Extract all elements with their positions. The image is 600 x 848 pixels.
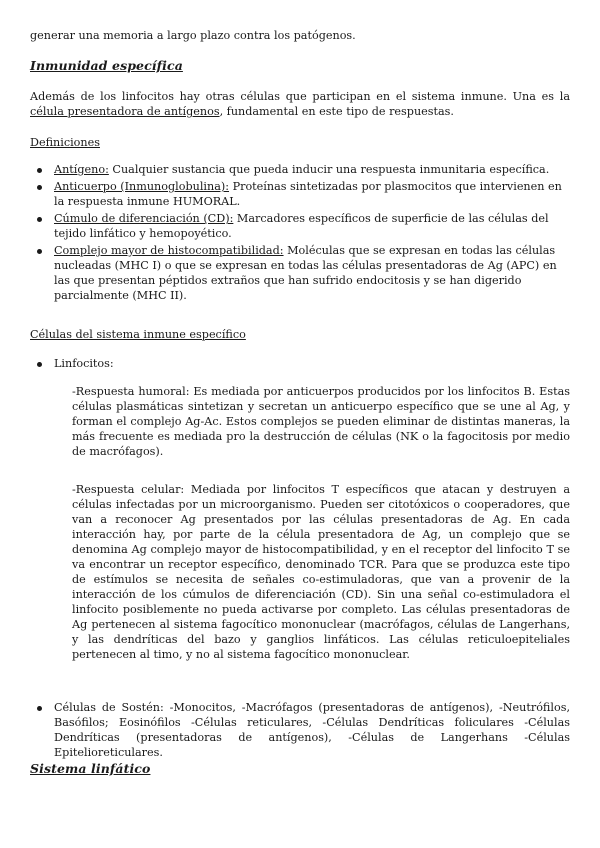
- definition-item: [30, 162, 570, 177]
- cells-list-linfocitos: [30, 356, 570, 371]
- definition-term: Cúmulo de diferenciación (CD):: [54, 212, 234, 225]
- definition-item: [30, 211, 570, 241]
- top-line: generar una memoria a largo plazo contra los patógenos.: [30, 29, 356, 42]
- section-title-linfatico: Sistema linfático: [30, 761, 151, 776]
- intro-text-before: Además de los linfocitos hay otras células que participan en el sistema inmune. Una es la: [30, 90, 570, 103]
- intro-text-after: , fundamental en este tipo de respuestas.: [219, 105, 454, 118]
- definition-term: Complejo mayor de histocompatibilidad:: [54, 244, 284, 257]
- bullet-icon: [37, 217, 42, 222]
- intro-link-apc: célula presentadora de antígenos: [30, 105, 220, 118]
- bullet-icon: [37, 706, 42, 711]
- definition-text: Proteínas sintetizadas por plasmocitos que intervienen en la respuesta inmune HUMORAL.: [54, 180, 562, 208]
- list-item-linfocitos: [30, 356, 570, 371]
- definitions-heading: Definiciones: [30, 136, 100, 149]
- definition-term: Antígeno:: [54, 163, 109, 176]
- sosten-text: Células de Sostén: -Monocitos, -Macrófagos (presentadoras de antígenos), -Neutrófilos, Basófilos; Eosinófilos -Células reticulares, -Células Dendríticas foliculares -Células Dendríticas (presentadoras de antígenos), -Células de Langerhans -Células Epitelioreticulares.: [54, 701, 570, 759]
- bullet-icon: [37, 185, 42, 190]
- bullet-icon: [37, 362, 42, 367]
- definition-text: Moléculas que se expresan en todas las células nucleadas (MHC I) o que se expresan en todas las células presentadoras de Ag (APC) en las que presentan péptidos extraños que han sufrido endocitosis y se han digerido parcialmente (MHC II).: [54, 244, 557, 302]
- definition-text: Cualquier sustancia que pueda inducir una respuesta inmunitaria específica.: [108, 163, 550, 176]
- cells-heading: Células del sistema inmune específico: [30, 328, 246, 341]
- cells-list-sosten: [30, 700, 570, 760]
- section-title-inmunidad: Inmunidad específica: [30, 58, 183, 73]
- intro-paragraph: [30, 89, 570, 119]
- linfocitos-label: Linfocitos:: [54, 357, 114, 370]
- bullet-icon: [37, 168, 42, 173]
- definition-term: Anticuerpo (Inmunoglobulina):: [54, 180, 230, 193]
- definitions-list: [30, 162, 570, 303]
- respuesta-celular-paragraph: -Respuesta celular: Mediada por linfocitos T específicos que atacan y destruyen a células infectadas por un microorganismo. Pueden ser citotóxicos o cooperadores, que van a reconocer Ag presentados por las células presentadoras de Ag. En cada interacción hay, por parte de la célula presentadora de Ag, un complejo que se denomina Ag complejo mayor de histocompatibilidad, y en el receptor del linfocito T se va encontrar un receptor específico, denominado TCR. Para que se produzca este tipo de estímulos se necesita de señales co-estimuladoras, que van a provenir de la interacción de los cúmulos de diferenciación (CD). Sin una señal co-estimuladora el linfocito posiblemente no pueda activarse por completo. Las células presentadoras de Ag pertenecen al sistema fagocítico mononuclear (macrófagos, células de Langerhans, y las dendríticas del bazo y ganglios linfáticos. Las células reticuloepiteliales pertenecen al timo, y no al sistema fagocítico mononuclear.: [72, 483, 570, 661]
- definition-item: [30, 243, 570, 303]
- definition-text: Marcadores específicos de superficie de las células del tejido linfático y hemopoyético.: [54, 212, 549, 240]
- bullet-icon: [37, 249, 42, 254]
- definition-item: [30, 179, 570, 209]
- respuesta-humoral-paragraph: -Respuesta humoral: Es mediada por anticuerpos producidos por los linfocitos B. Estas células plasmáticas sintetizan y secretan un anticuerpo específico que se une al Ag, y forman el complejo Ag-Ac. Estos complejos se pueden eliminar de distintas maneras, la más frecuente es mediada pro la destrucción de células (NK o la fagocitosis por medio de macrófagos).: [72, 385, 570, 458]
- list-item-sosten: [30, 700, 570, 760]
